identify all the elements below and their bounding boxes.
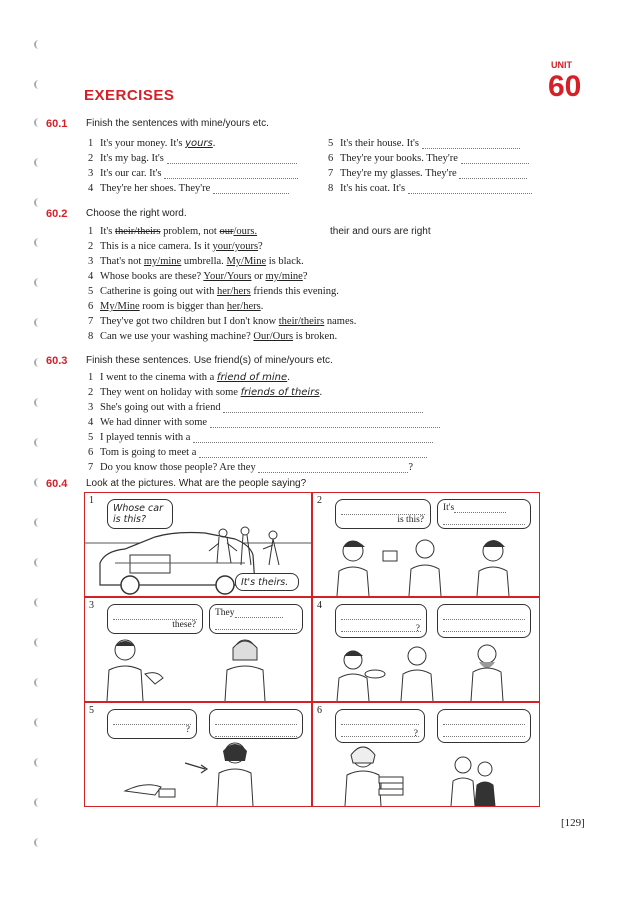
choice[interactable]: Your/Yours xyxy=(203,271,252,282)
exercise-number: 60.2 xyxy=(46,208,68,220)
exercise-number: 60.4 xyxy=(46,478,68,490)
exercise-item: 7 They're my glasses. They're xyxy=(328,168,527,179)
exercise-number: 60.1 xyxy=(46,118,68,130)
unit-number: 60 xyxy=(548,70,582,103)
answer: yours xyxy=(185,138,213,149)
exercise-item: 3 That's not my/mine umbrella. My/Mine is black. xyxy=(88,256,304,267)
speech-bubble: these? xyxy=(107,604,203,634)
exercise-item: 8 It's his coat. It's xyxy=(328,183,532,194)
speech-bubble xyxy=(209,709,303,739)
exercise-number: 60.3 xyxy=(46,355,68,367)
answer-blank[interactable] xyxy=(422,139,520,149)
choice[interactable]: My/Mine xyxy=(226,256,267,267)
exercise-item: 3 It's our car. It's xyxy=(88,168,298,179)
answer-blank[interactable] xyxy=(213,184,289,194)
picture-panel-5: 5 ? xyxy=(84,702,312,807)
choice[interactable]: my/mine xyxy=(143,256,182,267)
answer-blank[interactable] xyxy=(199,448,427,458)
answer-note: their and ours are right xyxy=(330,226,431,237)
answer: friend of mine xyxy=(216,372,288,383)
exercise-item: 1 It's their/theirs problem, not our/ours. xyxy=(88,226,258,237)
picture-panel-3: 3 these? They xyxy=(84,597,312,702)
choice[interactable]: my/mine xyxy=(265,271,303,282)
picture-panel-2: 2 is this? It's xyxy=(312,492,540,597)
answer-blank[interactable] xyxy=(210,418,440,428)
answer-blank[interactable] xyxy=(193,433,433,443)
speech-bubble: They xyxy=(209,604,303,634)
unit-label: UNIT xyxy=(551,60,572,70)
answer-blank[interactable] xyxy=(164,169,298,179)
exercise-item: 3 She's going out with a friend xyxy=(88,402,423,413)
exercise-item: 7 They've got two children but I don't know their/theirs names. xyxy=(88,316,357,327)
exercise-instruction: Choose the right word. xyxy=(86,208,187,219)
choice[interactable]: her/hers xyxy=(226,301,261,312)
exercise-item: 2 It's my bag. It's xyxy=(88,153,297,164)
answer-blank[interactable] xyxy=(223,403,423,413)
answer-blank[interactable] xyxy=(258,463,408,473)
exercise-item: 4 Whose books are these? Your/Yours or my/mine? xyxy=(88,271,308,282)
exercise-item: 1 I went to the cinema with a friend of mine. xyxy=(88,372,290,383)
answer-blank[interactable] xyxy=(459,169,527,179)
choice[interactable]: your/yours xyxy=(212,241,259,252)
exercise-item: 1 It's your money. It's yours. xyxy=(88,138,216,149)
speech-bubble: Whose car is this? xyxy=(107,499,173,529)
speech-bubble: It's xyxy=(437,499,531,529)
speech-bubble: ? xyxy=(335,604,427,638)
exercise-item: 5 I played tennis with a xyxy=(88,432,433,443)
exercise-item: 7 Do you know those people? Are they ? xyxy=(88,462,414,473)
choice[interactable]: her/hers xyxy=(216,286,251,297)
picture-panel-6: 6 ? xyxy=(312,702,540,807)
page-title: EXERCISES xyxy=(84,87,175,104)
answer-blank[interactable] xyxy=(461,154,529,164)
exercise-item: 5 It's their house. It's xyxy=(328,138,520,149)
speech-bubble: is this? xyxy=(335,499,431,529)
choice[interactable]: their/theirs xyxy=(278,316,325,327)
exercise-instruction: Look at the pictures. What are the people saying? xyxy=(86,478,307,489)
speech-bubble xyxy=(437,604,531,638)
answer: friends of theirs xyxy=(240,387,320,398)
speech-bubble xyxy=(437,709,531,743)
exercise-item: 6 Tom is going to meet a xyxy=(88,447,427,458)
picture-panel-1: 1 Whose car is this? It's theirs. xyxy=(84,492,312,597)
exercise-item: 4 They're her shoes. They're xyxy=(88,183,289,194)
exercise-item: 5 Catherine is going out with her/hers friends this evening. xyxy=(88,286,339,297)
speech-bubble: It's theirs. xyxy=(235,573,299,591)
answer-blank[interactable] xyxy=(408,184,532,194)
exercise-item: 6 They're your books. They're xyxy=(328,153,529,164)
exercise-item: 4 We had dinner with some xyxy=(88,417,440,428)
speech-bubble: ? xyxy=(335,709,425,743)
choice[interactable]: My/Mine xyxy=(100,301,140,312)
exercise-instruction: Finish the sentences with mine/yours etc. xyxy=(86,118,269,129)
exercise-instruction: Finish these sentences. Use friend(s) of mine/yours etc. xyxy=(86,355,333,366)
exercise-item: 6 My/Mine room is bigger than her/hers. xyxy=(88,301,264,312)
page-number: [129] xyxy=(561,817,585,829)
exercise-item: 2 This is a nice camera. Is it your/yours? xyxy=(88,241,263,252)
answer-blank[interactable] xyxy=(167,154,297,164)
picture-panel-4: 4 ? xyxy=(312,597,540,702)
choice[interactable]: Our/Ours xyxy=(253,331,294,342)
exercise-item: 8 Can we use your washing machine? Our/Ours is broken. xyxy=(88,331,338,342)
exercise-item: 2 They went on holiday with some friends of theirs. xyxy=(88,387,323,398)
speech-bubble: ? xyxy=(107,709,197,739)
